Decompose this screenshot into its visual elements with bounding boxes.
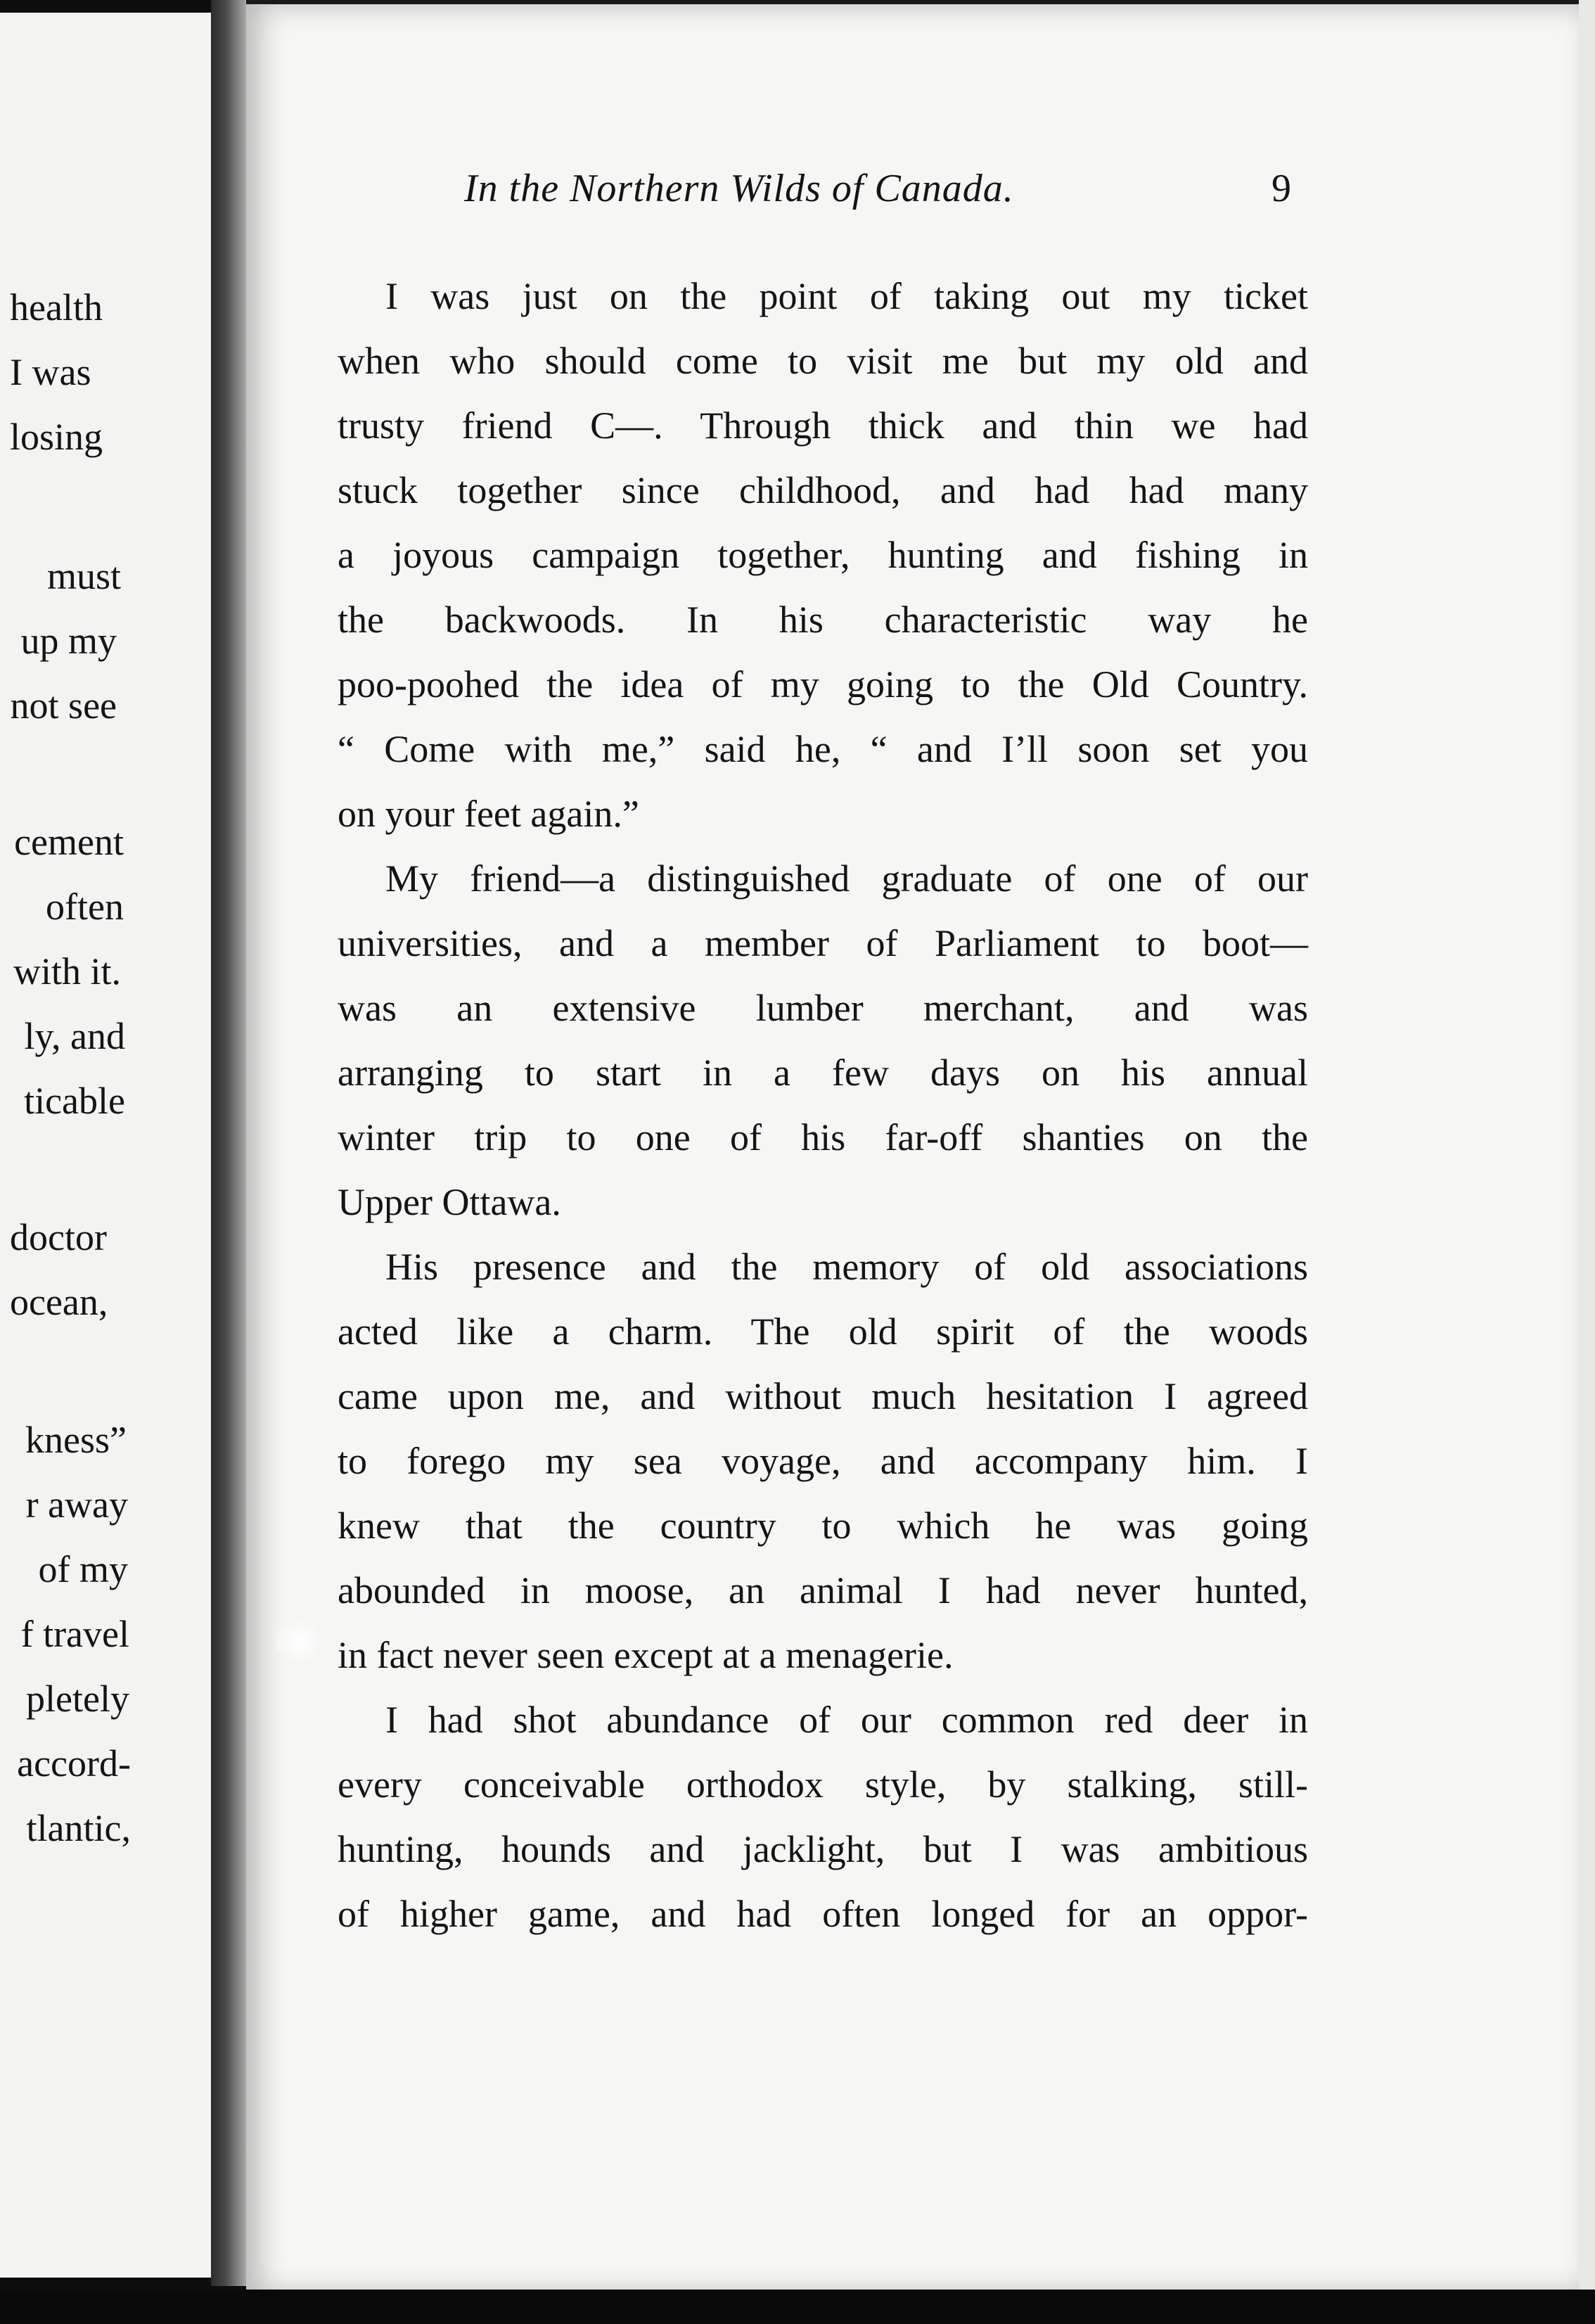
text-line: acted like a charm. The old spirit of the woods — [338, 1310, 1308, 1353]
text-line: I had shot abundance of our common red deer in — [385, 1699, 1308, 1741]
text-line: to forego my sea voyage, and accompany him. I — [338, 1440, 1308, 1482]
text-line: arranging to start in a few days on his annual — [338, 1052, 1308, 1094]
text-line: His presence and the memory of old associations — [385, 1246, 1308, 1288]
page-edge — [1579, 0, 1595, 2324]
facing-page-line: doctor — [10, 1216, 107, 1258]
text-line: “ Come with me,” said he, “ and I’ll soon set you — [338, 728, 1308, 770]
facing-page-line: accord- — [17, 1742, 131, 1784]
facing-page-line: must — [46, 555, 121, 597]
facing-page-line: health — [10, 286, 103, 328]
text-line: of higher game, and had often longed for an oppor- — [338, 1893, 1308, 1935]
facing-page-line: kness” — [25, 1419, 127, 1461]
facing-page-line: pletely — [26, 1678, 129, 1720]
text-line: stuck together since childhood, and had had many — [338, 469, 1308, 511]
text-line: was an extensive lumber merchant, and was — [338, 987, 1308, 1029]
text-line: a joyous campaign together, hunting and fishing in — [338, 534, 1308, 576]
facing-page-line: with it. — [13, 950, 121, 992]
scan-smudge — [276, 1621, 325, 1663]
facing-page-line: r away — [25, 1483, 128, 1526]
text-line: abounded in moose, an animal I had never hunted, — [338, 1569, 1308, 1611]
text-line: hunting, hounds and jacklight, but I was ambitious — [338, 1828, 1308, 1870]
facing-page-line: losing — [10, 416, 103, 458]
text-line: knew that the country to which he was going — [338, 1505, 1308, 1547]
facing-page-line: cement — [14, 821, 124, 863]
text-line: on your feet again.” — [338, 793, 639, 835]
text-line: the backwoods. In his characteristic way he — [338, 599, 1308, 641]
facing-page-line: ly, and — [24, 1015, 125, 1057]
text-line: came upon me, and without much hesitation I agreed — [338, 1375, 1308, 1417]
text-line: when who should come to visit me but my old and — [338, 340, 1308, 382]
text-line: every conceivable orthodox style, by stalking, still- — [338, 1763, 1308, 1806]
facing-page-fragment — [0, 13, 219, 2278]
facing-page-line: ticable — [24, 1080, 125, 1122]
facing-page-line: f travel — [20, 1613, 129, 1655]
running-title: In the Northern Wilds of Canada. — [464, 167, 1014, 210]
facing-page-line: often — [46, 886, 124, 928]
facing-page-line: ocean, — [10, 1281, 108, 1323]
text-line: My friend—a distinguished graduate of one of our — [385, 857, 1308, 900]
facing-page-line: tlantic, — [26, 1807, 131, 1849]
text-line: universities, and a member of Parliament to boot— — [338, 922, 1308, 964]
text-line: winter trip to one of his far-off shanties on the — [338, 1116, 1308, 1158]
text-line: trusty friend C—. Through thick and thin we had — [338, 404, 1308, 447]
page-number: 9 — [1271, 167, 1291, 210]
text-line: poo-poohed the idea of my going to the Old Country. — [338, 663, 1308, 706]
facing-page-line: I was — [10, 351, 91, 393]
text-line: Upper Ottawa. — [338, 1181, 561, 1223]
facing-page-line: not see — [10, 684, 117, 727]
text-line: in fact never seen except at a menagerie. — [338, 1634, 954, 1676]
facing-page-line: up my — [20, 620, 117, 662]
scan-border — [0, 2290, 1595, 2324]
text-line: I was just on the point of taking out my ticket — [385, 275, 1308, 317]
facing-page-line: of my — [38, 1548, 128, 1590]
